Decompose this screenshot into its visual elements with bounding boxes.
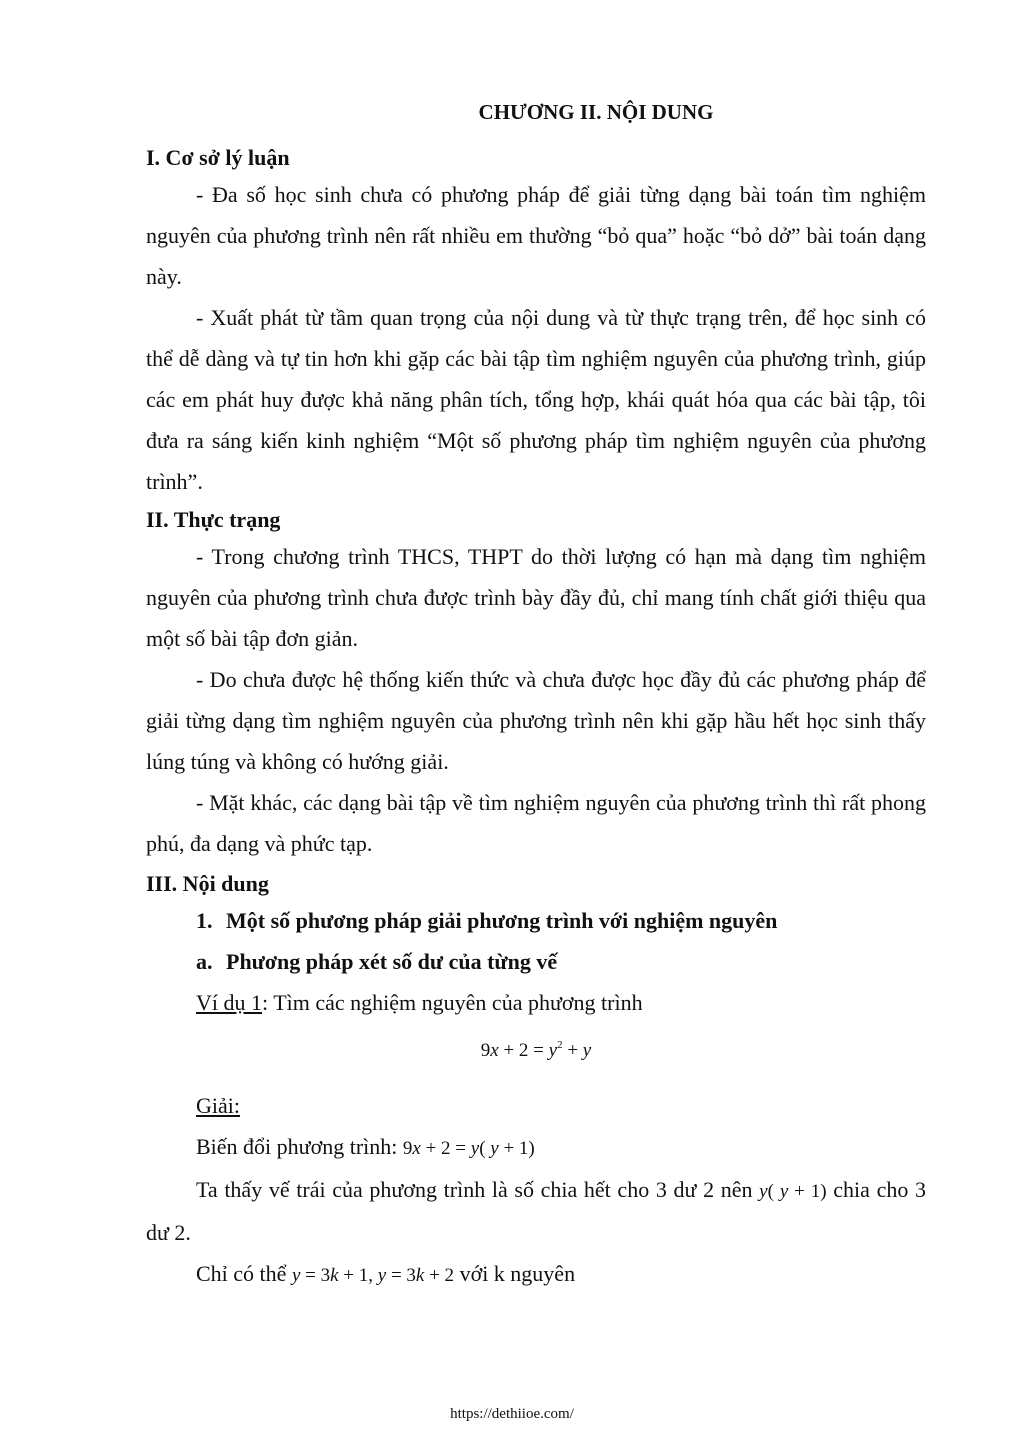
subheading-text: Một số phương pháp giải phương trình với nghiệm nguyên xyxy=(226,908,778,933)
section-heading-status: II. Thực trạng xyxy=(146,507,281,532)
solution-label: Giải: xyxy=(196,1093,240,1118)
paragraph: - Mặt khác, các dạng bài tập về tìm nghiệm nguyên của phương trình thì rất phong phú, đa dạng và phức tạp. xyxy=(146,790,926,856)
example-text: : Tìm các nghiệm nguyên của phương trình xyxy=(262,990,643,1015)
reason-text-after: chia cho 3 dư 2. xyxy=(146,1177,927,1245)
solution-line xyxy=(146,1085,926,1126)
paragraph: - Do chưa được hệ thống kiến thức và chưa được học đầy đủ các phương pháp để giải từng dạng tìm nghiệm nguyên của phương trình nên khi gặp hầu hết học sinh thấy lúng túng và không có hướng giải. xyxy=(146,667,926,774)
paragraph: - Đa số học sinh chưa có phương pháp để giải từng dạng bài toán tìm nghiệm nguyên của phương trình nên rất nhiều em thường “bỏ qua” hoặc “bỏ dở” bài toán dạng này. xyxy=(146,182,926,289)
reason-paragraph xyxy=(146,1169,926,1253)
section-heading-basis: I. Cơ sở lý luận xyxy=(146,145,290,170)
subheading-methods xyxy=(146,900,926,941)
reason-text-before: Ta thấy vế trái của phương trình là số chia hết cho 3 dư 2 nên xyxy=(196,1177,760,1202)
equation-transformed: 9x + 2 = y( y + 1) xyxy=(402,1138,535,1159)
subheading-remainder-method xyxy=(146,941,926,982)
only-text-after: với k nguyên xyxy=(454,1261,576,1286)
subheading-number: a. xyxy=(196,949,213,974)
equation-cases: y = 3k + 1, y = 3k + 2 xyxy=(291,1265,455,1286)
example-line xyxy=(146,982,926,1023)
equation-main: $9x + 2 = y^2 + y$ xyxy=(480,1039,592,1061)
only-text: Chỉ có thể xyxy=(196,1261,292,1286)
subheading-text: Phương pháp xét số dư của từng vế xyxy=(226,949,558,974)
transform-text: Biến đổi phương trình: xyxy=(196,1134,403,1159)
expression-y-y-plus-1: y( y + 1) xyxy=(759,1181,827,1202)
section-heading-content: III. Nội dung xyxy=(146,871,269,896)
example-label: Ví dụ 1 xyxy=(196,990,262,1015)
subheading-number: 1. xyxy=(196,908,213,933)
transform-line xyxy=(146,1126,926,1169)
only-line xyxy=(146,1253,926,1296)
chapter-title: CHƯƠNG II. NỘI DUNG xyxy=(478,100,714,124)
footer-url: https://dethiioe.com/ xyxy=(450,1406,574,1422)
paragraph: - Trong chương trình THCS, THPT do thời lượng có hạn mà dạng tìm nghiệm nguyên của phương trình chưa được trình bày đầy đủ, chỉ mang tính chất giới thiệu qua một số bài tập đơn giản. xyxy=(146,544,926,651)
paragraph: - Xuất phát từ tầm quan trọng của nội dung và từ thực trạng trên, để học sinh có thể dễ dàng và tự tin hơn khi gặp các bài tập tìm nghiệm nguyên của phương trình, giúp các em phát huy được khả năng phân tích, tổng hợp, khái quát hóa qua các bài tập, tôi đưa ra sáng kiến kinh nghiệm “Một số phương pháp tìm nghiệm nguyên của phương trình”. xyxy=(146,305,926,494)
page-content xyxy=(146,96,926,1296)
